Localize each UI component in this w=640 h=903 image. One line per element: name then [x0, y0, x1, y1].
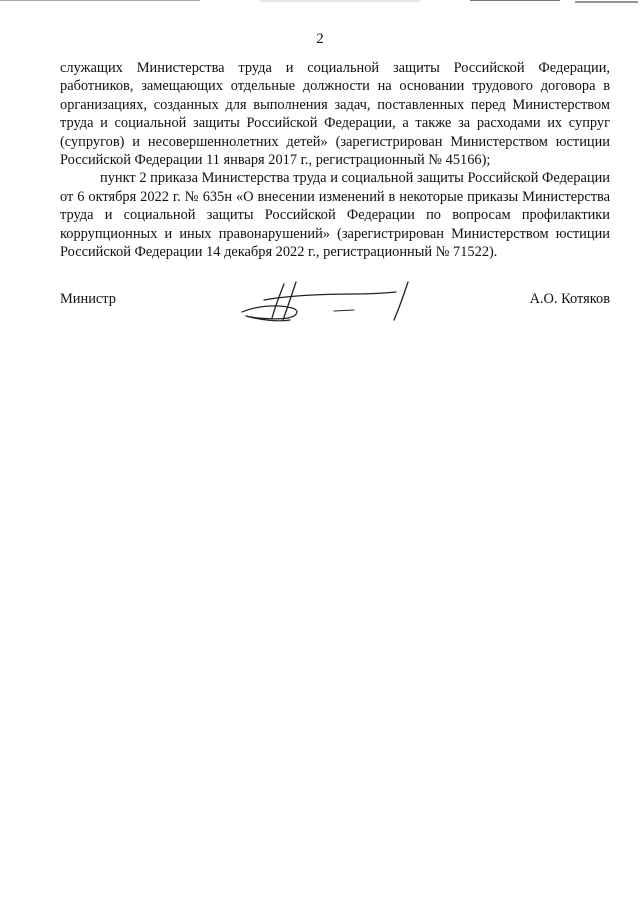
handwritten-signature [236, 280, 426, 330]
paragraph-item-2: пункт 2 приказа Министерства труда и социальной защиты Российской Федерации от 6 октября 2022 г. № 635н «О внесении изменений в некоторые приказы Министерства труда и социальной защиты Российской Федерации по вопросам профилактики коррупционных и иных правонарушений» (зарегистрирован Министерством юстиции Российской Федерации 14 декабря 2022 г., регистрационный № 71522). [60, 170, 610, 261]
signatory-name: А.О. Котяков [529, 291, 610, 307]
signature-block [60, 290, 610, 334]
scan-edge-marks [0, 0, 640, 4]
paragraph-continuation: служащих Министерства труда и социальной защиты Российской Федерации, работников, замещающих отдельные должности на основании трудового договора в организациях, созданных для выполнения задач, поставленных перед Министерством труда и социальной защиты Российской Федерации, а также за расходами их супруг (супругов) и несовершеннолетних детей» (зарегистрирован Министерством юстиции Российской Федерации 11 января 2017 г., регистрационный № 45166); [60, 60, 610, 169]
page-number: 2 [316, 31, 324, 47]
document-body [60, 59, 610, 261]
signatory-title: Министр [60, 291, 116, 307]
